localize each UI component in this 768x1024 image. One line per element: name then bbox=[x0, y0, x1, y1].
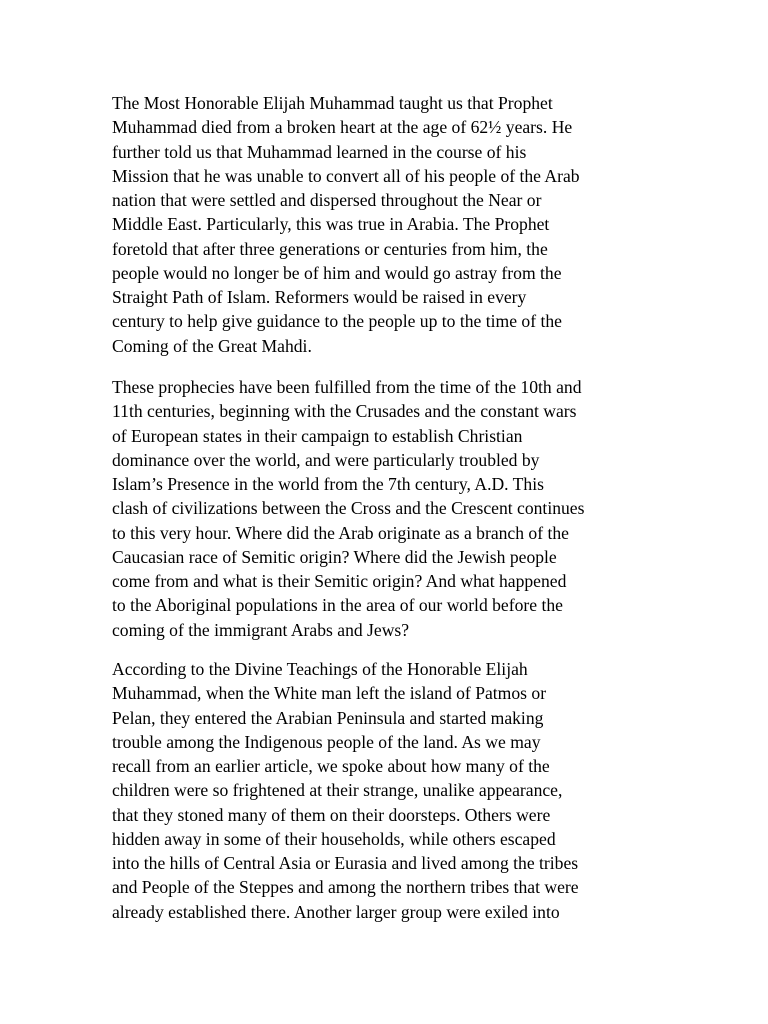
text-line: Muhammad died from a broken heart at the age of 62½ years. He bbox=[112, 117, 573, 138]
text-line: clash of civilizations between the Cross and the Crescent continues bbox=[112, 498, 585, 519]
text-line: recall from an earlier article, we spoke about how many of the bbox=[112, 756, 550, 776]
text-line: come from and what is their Semitic origin? And what happened bbox=[112, 571, 567, 591]
text-line: coming of the immigrant Arabs and Jews? bbox=[112, 619, 410, 640]
text-line: people would no longer be of him and would go astray from the bbox=[112, 262, 562, 283]
text-line: According to the Divine Teachings of the Honorable Elijah bbox=[112, 659, 528, 679]
text-line: Muhammad, when the White man left the island of Patmos or bbox=[112, 683, 547, 704]
paragraph-1 bbox=[112, 91, 652, 358]
text-line: Islam’s Presence in the world from the 7th century, A.D. This bbox=[112, 474, 544, 494]
paragraph-3 bbox=[112, 657, 652, 924]
text-line: to this very hour. Where did the Arab originate as a branch of the bbox=[112, 522, 569, 543]
text-line: trouble among the Indigenous people of the land. As we may bbox=[112, 731, 541, 752]
text-line: Pelan, they entered the Arabian Peninsula and started making bbox=[112, 707, 544, 728]
text-line: to the Aboriginal populations in the area of our world before the bbox=[112, 595, 563, 616]
text-line: 11th centuries, beginning with the Crusades and the constant wars bbox=[112, 401, 577, 422]
text-line: Coming of the Great Mahdi. bbox=[112, 335, 312, 356]
text-line: nation that were settled and dispersed throughout the Near or bbox=[112, 190, 542, 210]
text-line: hidden away in some of their households, while others escaped bbox=[112, 828, 556, 849]
text-line: foretold that after three generations or centuries from him, the bbox=[112, 238, 548, 259]
text-line: into the hills of Central Asia or Eurasia and lived among the tribes bbox=[112, 853, 579, 873]
text-line: The Most Honorable Elijah Muhammad taught us that Prophet bbox=[112, 93, 553, 113]
text-line: children were so frightened at their strange, unalike appearance, bbox=[112, 780, 563, 801]
text-line: dominance over the world, and were particularly troubled by bbox=[112, 449, 540, 470]
text-line: Mission that he was unable to convert all of his people of the Arab bbox=[112, 165, 580, 186]
text-line: These prophecies have been fulfilled from the time of the 10th and bbox=[112, 377, 582, 397]
text-line: Caucasian race of Semitic origin? Where did the Jewish people bbox=[112, 546, 557, 567]
text-line: further told us that Muhammad learned in the course of his bbox=[112, 141, 527, 162]
text-line: already established there. Another larger group were exiled into bbox=[112, 901, 560, 922]
text-line: of European states in their campaign to establish Christian bbox=[112, 425, 523, 446]
text-line: Straight Path of Islam. Reformers would be raised in every bbox=[112, 287, 527, 307]
text-line: century to help give guidance to the people up to the time of the bbox=[112, 311, 562, 332]
text-line: and People of the Steppes and among the northern tribes that were bbox=[112, 877, 579, 898]
paragraph-2 bbox=[112, 375, 652, 642]
text-line: that they stoned many of them on their doorsteps. Others were bbox=[112, 804, 551, 825]
text-line: Middle East. Particularly, this was true in Arabia. The Prophet bbox=[112, 214, 550, 235]
